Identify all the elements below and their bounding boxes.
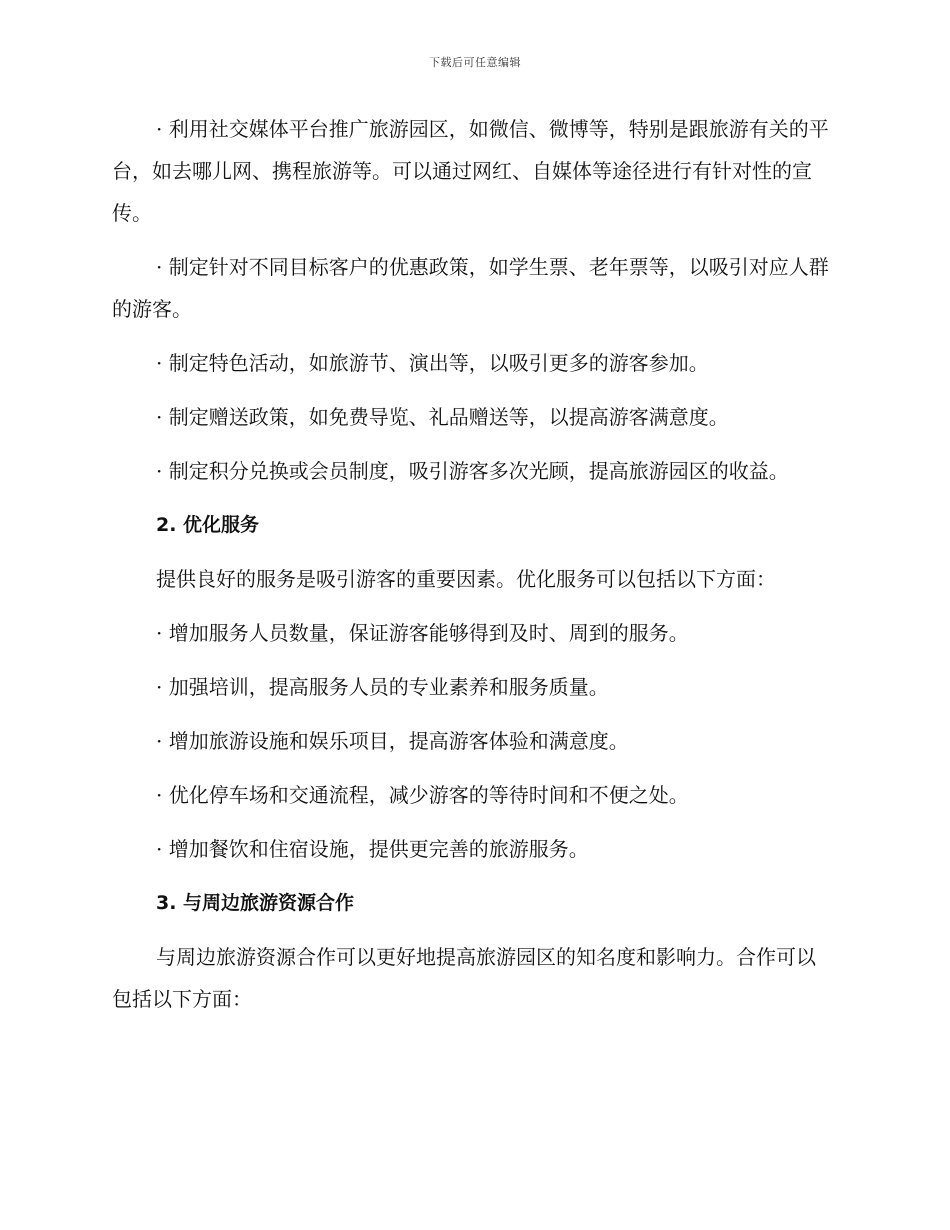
bullet-special-events: · 制定特色活动，如旅游节、演出等，以吸引更多的游客参加。 — [156, 351, 709, 375]
page-header: 下载后可任意编辑 — [429, 56, 521, 69]
bullet-training: · 加强培训，提高服务人员的专业素养和服务质量。 — [156, 675, 609, 699]
bullet-gift-policy: · 制定赠送政策，如免费导览、礼品赠送等，以提高游客满意度。 — [156, 405, 729, 429]
paragraph-service-intro: 提供良好的服务是吸引游客的重要因素。优化服务可以包括以下方面： — [156, 567, 776, 591]
bullet-social-media: · 利用社交媒体平台推广旅游园区，如微信、微博等，特别是跟旅游有关的平台，如去哪儿网、携程旅游等。可以通过网红、自媒体等途径进行有针对性的宣传。 — [112, 117, 829, 225]
section-heading-optimize-service: 2. 优化服务 — [156, 514, 260, 536]
bullet-staff-count: · 增加服务人员数量，保证游客能够得到及时、周到的服务。 — [156, 621, 689, 645]
bullet-parking: · 优化停车场和交通流程，减少游客的等待时间和不便之处。 — [156, 783, 689, 807]
bullet-membership: · 制定积分兑换或会员制度，吸引游客多次光顾，提高旅游园区的收益。 — [156, 459, 789, 483]
paragraph-cooperation-intro: 与周边旅游资源合作可以更好地提高旅游园区的知名度和影响力。合作可以包括以下方面： — [112, 945, 816, 1011]
bullet-facilities: · 增加旅游设施和娱乐项目，提高游客体验和满意度。 — [156, 729, 629, 753]
bullet-dining-lodging: · 增加餐饮和住宿设施，提供更完善的旅游服务。 — [156, 837, 589, 861]
document-body — [112, 108, 834, 1032]
bullet-discount-policy: · 制定针对不同目标客户的优惠政策，如学生票、老年票等，以吸引对应人群的游客。 — [112, 255, 829, 321]
section-heading-cooperation: 3. 与周边旅游资源合作 — [156, 892, 355, 914]
